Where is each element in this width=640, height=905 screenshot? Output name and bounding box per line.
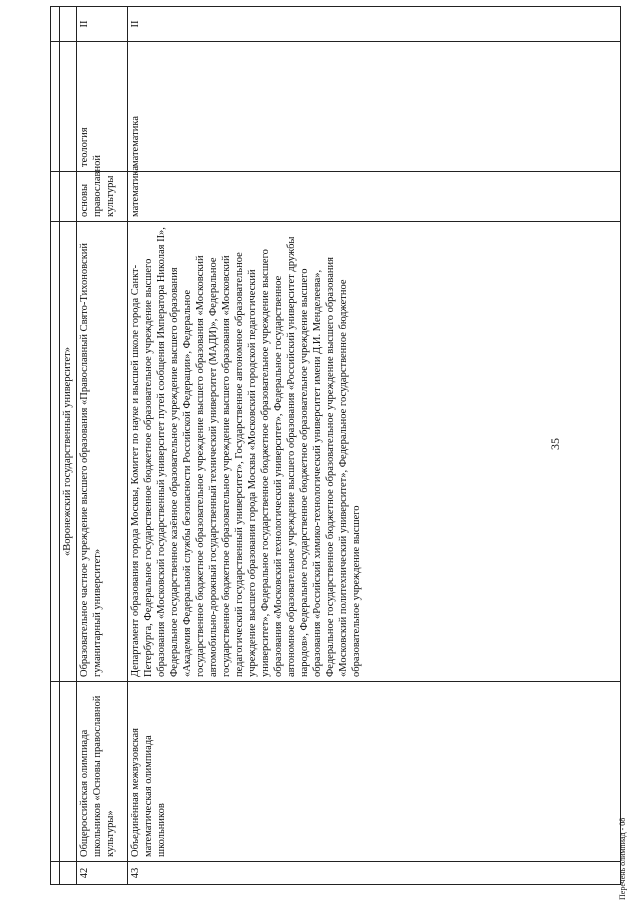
section-band-cell: «Воронежский государственный университет» bbox=[60, 222, 77, 682]
olympiad-name: Общероссийская олимпиада школьников «Основы православной культуры» bbox=[77, 682, 128, 862]
profile: основы православной культуры bbox=[77, 172, 128, 222]
row-number: 43 bbox=[128, 862, 621, 885]
level: II bbox=[77, 7, 128, 42]
table-row bbox=[60, 7, 77, 885]
olympiad-name: Объединённая межвузовская математическая олимпиада школьников bbox=[128, 682, 621, 862]
profile: математика bbox=[128, 172, 621, 222]
table-row bbox=[128, 7, 621, 885]
row-number: 42 bbox=[77, 862, 128, 885]
organizers: Департамент образования города Москвы, Комитет по науке и высшей школе города Санкт-Петербурга, Федеральное государственное бюджетное образовательное учреждение высшего образования «Московский государственный университет путей сообщения Императора Николая II», Федеральное государственное казённое образовательное учреждение высшего образования «Академия Федеральной службы безопасности Российской Федерации», Федеральное государственное бюджетное образовательное учреждение высшего образования «Московский автомобильно-дорожный государственный технический университет (МАДИ)», Федеральное государственное бюджетное образовательное учреждение высшего образования «Московский педагогический государственный университет», Государственное автономное образовательное учреждение высшего образования города Москвы «Московский городской педагогический университет», Федеральное государственное бюджетное образовательное учреждение высшего образования «Московский технологический университет», Федеральное государственное автономное образовательное учреждение высшего образования «Российский университет дружбы народов», Федеральное государственное бюджетное образовательное учреждение высшего образования «Российский химико-технологический университет имени Д.И. Менделеева», Федеральное государственное бюджетное образовательное учреждение высшего образования «Московский политехнический университет», Федеральное государственное бюджетное образовательное учреждение высшего bbox=[128, 222, 621, 682]
olympiad-table bbox=[50, 6, 621, 885]
subject: математика bbox=[128, 42, 621, 172]
subject: теология bbox=[77, 42, 128, 172]
table-top-row bbox=[51, 7, 60, 885]
table-row bbox=[77, 7, 128, 885]
level: II bbox=[128, 7, 621, 42]
footer-text: Перечень олимпиад - 08 bbox=[618, 817, 627, 900]
page-number: 35 bbox=[548, 438, 562, 450]
organizers: Образовательное частное учреждение высшего образования «Православный Свято-Тихоновский гуманитарный университет» bbox=[77, 222, 128, 682]
